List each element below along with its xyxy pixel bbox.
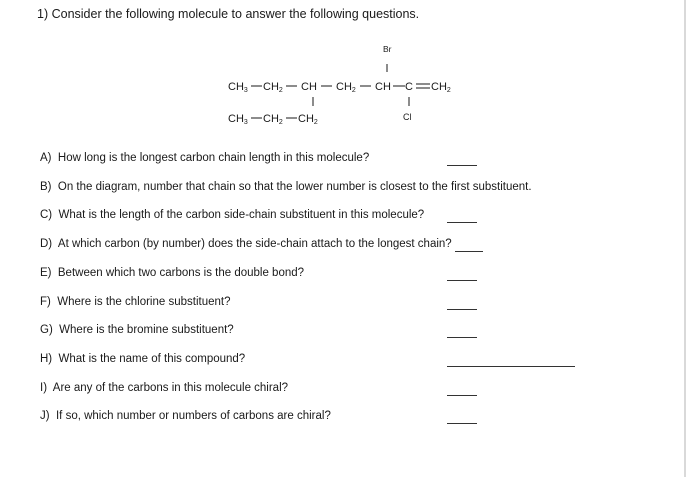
chain-c2: CH2 [263,81,283,94]
question-a: A) How long is the longest carbon chain length in this molecule? [40,152,370,164]
question-c: C) What is the length of the carbon side-chain substituent in this molecule? [40,209,425,221]
chain-c5: CH [375,81,391,93]
chain-c3: CH [301,81,317,93]
answer-blank-c[interactable] [447,222,477,223]
answer-blank-j[interactable] [447,423,477,424]
answer-blank-d[interactable] [455,251,483,252]
molecule-structure [0,0,700,140]
answer-blank-a[interactable] [447,165,477,166]
chain-c1: CH3 [228,81,248,94]
bromine-label: Br [383,44,392,54]
side-c2: CH2 [263,113,283,126]
side-c1: CH3 [228,113,248,126]
question-i: I) Are any of the carbons in this molecule chiral? [40,382,289,394]
side-c3: CH2 [298,113,318,126]
question-h: H) What is the name of this compound? [40,353,246,365]
question-heading: 1) Consider the following molecule to answer the following questions. [37,7,420,21]
question-g: G) Where is the bromine substituent? [40,324,234,336]
answer-blank-f[interactable] [447,309,477,310]
answer-blank-i[interactable] [447,395,477,396]
chain-c7: CH2 [431,81,451,94]
chain-c6: C [405,81,413,93]
answer-blank-e[interactable] [447,280,477,281]
question-b: B) On the diagram, number that chain so that the lower number is closest to the first substituent. [40,181,532,193]
question-e: E) Between which two carbons is the double bond? [40,267,305,279]
answer-blank-h[interactable] [447,366,575,367]
chlorine-label: Cl [403,112,412,122]
question-d: D) At which carbon (by number) does the side-chain attach to the longest chain? [40,238,452,250]
question-j: J) If so, which number or numbers of carbons are chiral? [40,410,331,422]
answer-blank-g[interactable] [447,337,477,338]
question-f: F) Where is the chlorine substituent? [40,296,231,308]
chain-c4: CH2 [336,81,356,94]
